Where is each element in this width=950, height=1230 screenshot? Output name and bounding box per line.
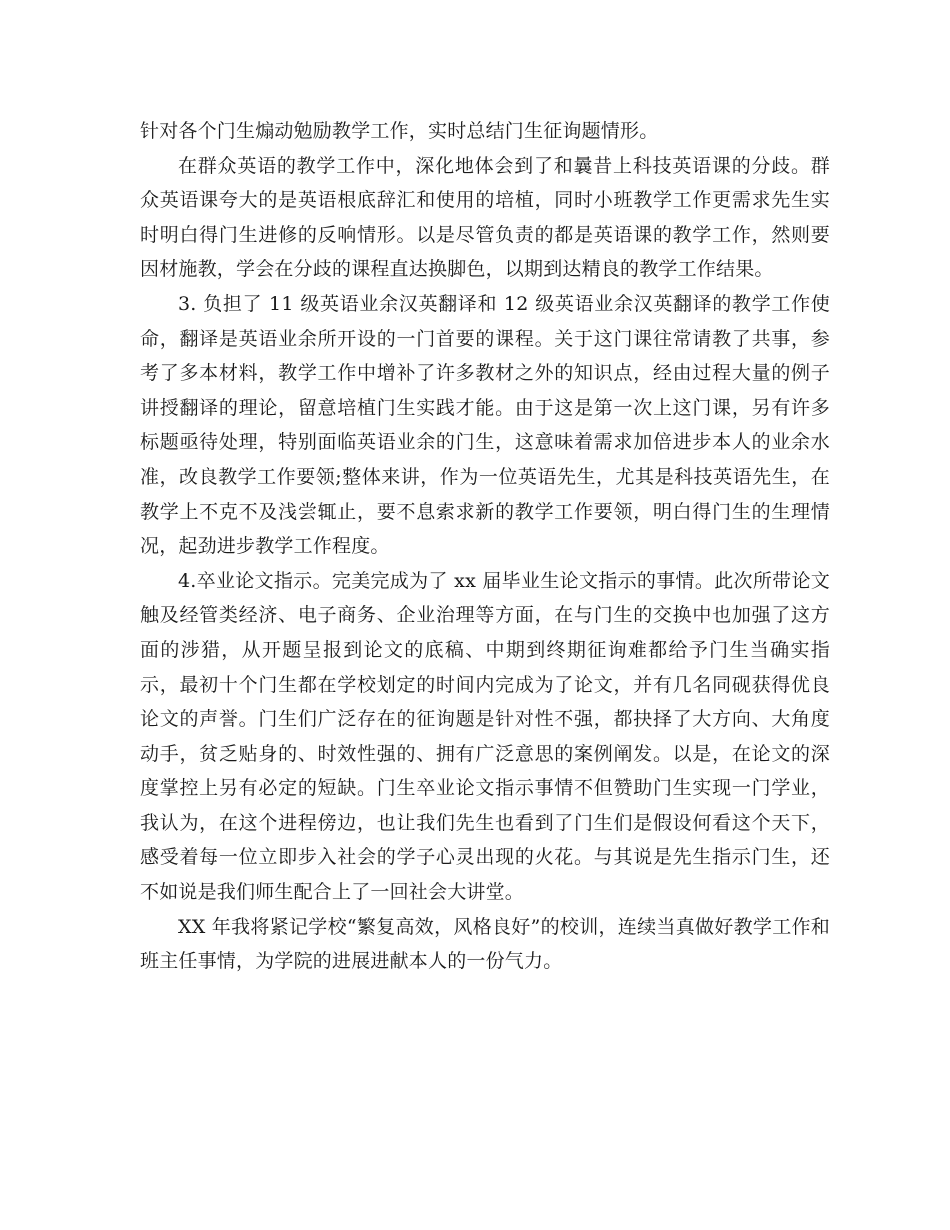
paragraph-closing: XX 年我将紧记学校“繁复高效，风格良好”的校训，连续当真做好教学工作和班主任事情，为学院的进展进献本人的一份气力。: [140, 915, 830, 973]
paragraph-continuation: 针对各个门生煽动勉励教学工作，实时总结门生征询题情形。: [140, 120, 659, 142]
paragraph-thesis-guidance: 4.卒业论文指示。完美完成为了 xx 届毕业生论文指示的事情。此次所带论文触及经管类经济、电子商务、企业治理等方面，在与门生的交换中也加强了这方面的涉猎，从开题呈报到论文的底稿、中期到终期征询难都给予门生当确实指示，最初十个门生都在学校划定的时间内完成为了论文，并有几名同砚获得优良论文的声誉。门生们广泛存在的征询题是针对性不强，都抉择了大方向、大角度动手，贫乏贴身的、时效性强的、拥有广泛意思的案例阐发。以是，在论文的深度掌控上另有必定的短缺。门生卒业论文指示事情不但赞助门生实现一门学业，我认为，在这个进程傍边，也让我们先生也看到了门生们是假设何看这个天下，感受着每一位立即步入社会的学子心灵出现的火花。与其说是先生指示门生，还不如说是我们师生配合上了一回社会大讲堂。: [140, 569, 830, 904]
document-body: [140, 114, 830, 979]
paragraph-translation-course: 3. 负担了 11 级英语业余汉英翻译和 12 级英语业余汉英翻译的教学工作使命，翻译是英语业余所开设的一门首要的课程。关于这门课往常请教了共事，参考了多本材料，教学工作中增补了许多教材之外的知识点，经由过程大量的例子讲授翻译的理论，留意培植门生实践才能。由于这是第一次上这门课，另有许多标题亟待处理，特别面临英语业余的门生，这意味着需求加倍进步本人的业余水准，改良教学工作要领;整体来讲，作为一位英语先生，尤其是科技英语先生，在教学上不克不及浅尝辄止，要不息索求新的教学工作要领，明白得门生的生理情况，起劲进步教学工作程度。: [140, 292, 830, 558]
paragraph-public-english: 在群众英语的教学工作中，深化地体会到了和曩昔上科技英语课的分歧。群众英语课夸大的是英语根底辞汇和使用的培植，同时小班教学工作更需求先生实时明白得门生进修的反响情形。以是尽管负责的都是英语课的教学工作，然则要因材施教，学会在分歧的课程直达换脚色，以期到达精良的教学工作结果。: [140, 154, 830, 281]
